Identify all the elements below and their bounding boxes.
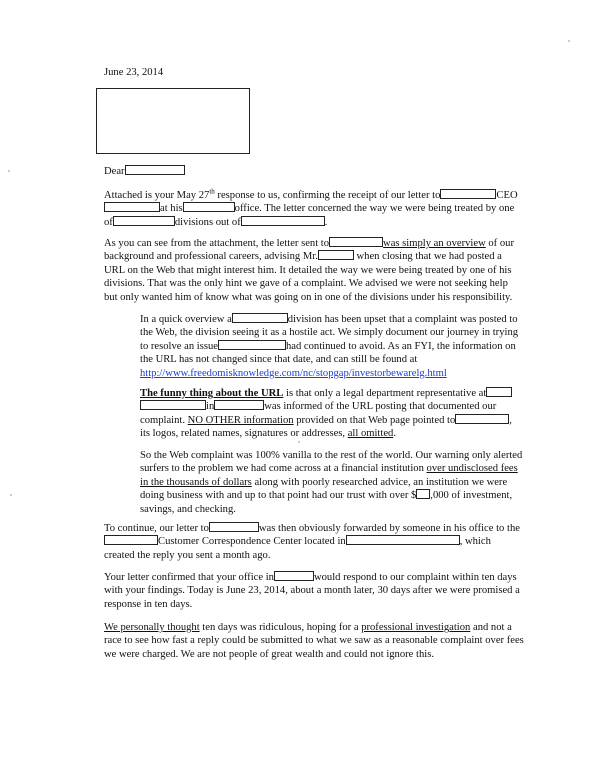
redaction-box: [416, 489, 430, 499]
salutation-text: Dear: [104, 166, 125, 177]
text: and not a race to see how fast a reply could be submitted to what we saw as a reasonable complaint over fees we were charged. We are not people of great wealth and could not ignore this.: [104, 622, 524, 660]
redaction-box: [183, 202, 235, 212]
redaction-box: [214, 400, 264, 410]
redaction-box: [125, 165, 185, 175]
redaction-box: [113, 216, 175, 226]
text: at his: [160, 203, 183, 215]
text: , its logos, related names, signatures or addresses,: [140, 414, 512, 440]
redaction-box: [104, 202, 160, 212]
text: response to us, confirming the receipt of our letter to: [214, 190, 441, 201]
text: office. The letter concerned the way we were being treated by one of: [104, 203, 515, 228]
underlined-text: all omitted: [347, 428, 394, 440]
text: .: [324, 216, 328, 228]
redaction-box: [218, 340, 286, 350]
underlined-text: professional investigation: [361, 622, 471, 633]
paragraph-5: [104, 621, 524, 661]
text: In a quick overview a: [140, 314, 232, 325]
paragraph-3: [104, 522, 524, 562]
salutation: [104, 165, 185, 178]
text: ,000 of investment, savings, and checking.: [140, 490, 513, 515]
redaction-box: [241, 216, 325, 226]
redaction-box: [232, 313, 288, 323]
underlined-text: was simply an overview: [383, 238, 486, 249]
text: As you can see from the attachment, the letter sent to: [104, 238, 330, 249]
redaction-box: [455, 414, 509, 424]
text: ten days was ridiculous, hoping for a: [199, 622, 362, 633]
text: was then obviously forwarded by someone in his office to the: [258, 523, 520, 534]
text: Customer Correspondence Center located in: [158, 536, 346, 548]
paragraph-1: [104, 189, 524, 229]
text: Attached is your May 27: [104, 190, 210, 201]
text: when closing that we had posted a URL on the Web that might interest him. It detailed the way we were being treated by one of his divisions. That was the only hint we gave of a complaint. We advised we were not seeking help but only wanted him of know what was going on in one of the divisions under his responsibility.: [104, 251, 513, 303]
underlined-text: We personally thought: [104, 622, 200, 633]
redaction-box: [486, 387, 512, 397]
text: was informed of the URL posting that documented our complaint.: [140, 401, 497, 426]
complaint-url-link[interactable]: http://www.freedomisknowledge.com/nc/stopgap/investorbewarelg.html: [140, 367, 447, 379]
text: , which created the reply you sent a month ago.: [104, 536, 491, 561]
indented-paragraph-1: [140, 313, 524, 380]
scan-speck: [10, 494, 12, 496]
text: To continue, our letter to: [104, 523, 209, 534]
text: division has been upset that a complaint was posted to the Web, the division seeing it as a hostile act. We simply document our journey in trying to resolve an issue: [140, 314, 519, 352]
scan-speck: [568, 40, 570, 42]
scan-speck: [298, 441, 300, 443]
text: divisions out of: [174, 216, 241, 228]
letter-date: June 23, 2014: [104, 67, 164, 78]
redaction-box: [104, 535, 158, 545]
text: along with poorly researched advice, an institution we were doing business with and up to that point had our trust with over $: [140, 476, 508, 502]
underlined-text: over undisclosed fees in the thousands of dollars: [140, 463, 518, 488]
bold-underlined-text: The funny thing about the URL: [140, 388, 284, 399]
text: had continued to avoid. As an FYI, the information on the URL has not changed since that date, and can still be found at: [140, 340, 516, 366]
indented-paragraph-2: [140, 387, 524, 441]
text: Your letter confirmed that your office in: [104, 572, 274, 583]
redaction-box: [318, 250, 354, 260]
text: of our background and professional careers, advising Mr.: [104, 238, 514, 263]
text: is that only a legal department representative at: [283, 388, 487, 399]
redaction-box: [274, 571, 314, 581]
text: So the Web complaint was 100% vanilla to the rest of the world. Our warning only alerted surfers to the problem we had come across at a financial institution: [140, 450, 523, 475]
text: would respond to our complaint within ten days with your findings. Today is June 23, 2014, about a month later, 30 days after we were promised a response in ten days.: [104, 572, 520, 610]
text: provided on that Web page pointed to: [293, 414, 456, 426]
redaction-box: [329, 237, 383, 247]
redaction-box: [440, 189, 496, 199]
paragraph-2: [104, 237, 524, 304]
redaction-box: [209, 522, 259, 532]
indented-paragraph-3: [140, 449, 524, 516]
redaction-box: [140, 400, 206, 410]
text: .: [393, 428, 396, 440]
underlined-text: NO OTHER information: [187, 414, 294, 426]
paragraph-4: [104, 571, 524, 611]
text: CEO: [496, 190, 518, 201]
scan-speck: [8, 170, 10, 172]
text: in: [206, 401, 215, 413]
superscript: th: [209, 187, 215, 196]
redaction-box: [346, 535, 460, 545]
redacted-address-block: [96, 88, 250, 154]
